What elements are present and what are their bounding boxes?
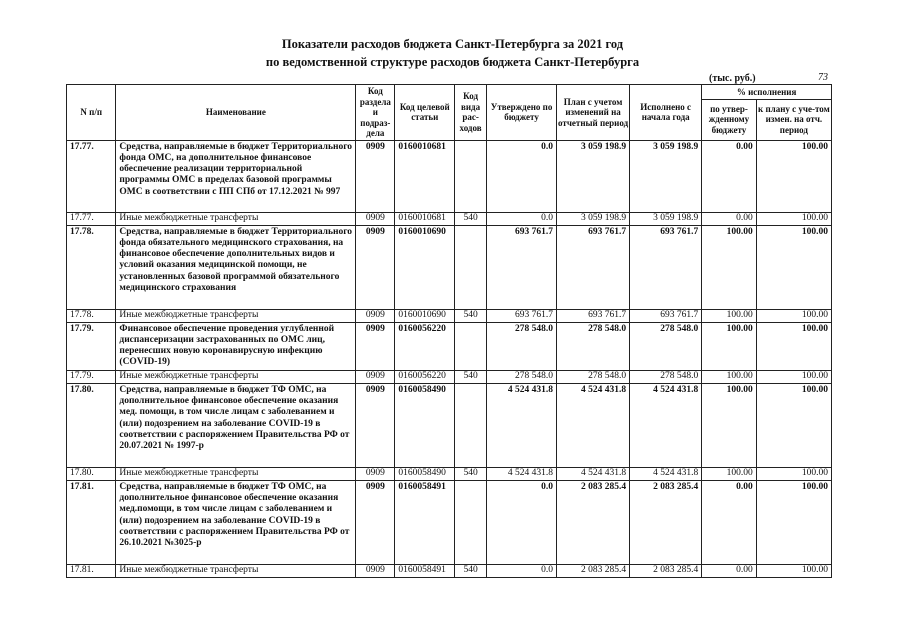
row-section: 0909: [356, 467, 395, 480]
row-pct-approved: 0.00: [702, 480, 757, 564]
row-plan: 4 524 431.8: [557, 383, 630, 467]
table-row: [67, 212, 832, 225]
row-plan: 693 761.7: [557, 225, 630, 309]
row-executed: 2 083 285.4: [630, 480, 702, 564]
row-pct-plan: 100.00: [756, 370, 831, 383]
row-target: 0160058490: [395, 467, 455, 480]
table-header: [67, 85, 832, 141]
col-type-header: Код вида рас-ходов: [455, 85, 487, 141]
row-target: 0160010681: [395, 212, 455, 225]
row-executed: 4 524 431.8: [630, 467, 702, 480]
col-section-header: Код раздела и подраз-дела: [356, 85, 395, 141]
row-pct-approved: 100.00: [702, 309, 757, 322]
row-num: 17.80.: [67, 383, 116, 467]
row-approved: 693 761.7: [487, 225, 557, 309]
row-num: 17.80.: [67, 467, 116, 480]
row-name: Иные межбюджетные трансферты: [116, 467, 356, 480]
row-pct-plan: 100.00: [756, 322, 831, 370]
row-executed: 3 059 198.9: [630, 140, 702, 212]
col-target-header: Код целевой статьи: [395, 85, 455, 141]
row-executed: 2 083 285.4: [630, 564, 702, 577]
table-row: [67, 480, 832, 564]
expenditure-table: [66, 84, 832, 578]
row-pct-plan: 100.00: [756, 480, 831, 564]
report-subtitle: по ведомственной структуре расходов бюджета Санкт-Петербурга: [265, 55, 640, 69]
row-section: 0909: [356, 140, 395, 212]
col-pct-approved-header: по утвер-жденному бюджету: [702, 99, 757, 140]
row-type: [455, 225, 487, 309]
table-row: [67, 225, 832, 309]
row-plan: 4 524 431.8: [557, 467, 630, 480]
row-num: 17.77.: [67, 212, 116, 225]
table-row: [67, 564, 832, 577]
row-num: 17.79.: [67, 322, 116, 370]
row-pct-plan: 100.00: [756, 309, 831, 322]
row-approved: 0.0: [487, 564, 557, 577]
row-num: 17.81.: [67, 480, 116, 564]
row-pct-approved: 100.00: [702, 225, 757, 309]
row-name: Средства, направляемые в бюджет Территориального фонда обязательного медицинского страхования, на финансовое обеспечение дополнительных видов и условий оказания медицинской помощи, не установленных базовой программой обязательного медицинского страхования: [116, 225, 356, 309]
table-row: [67, 467, 832, 480]
row-executed: 278 548.0: [630, 370, 702, 383]
row-pct-approved: 100.00: [702, 370, 757, 383]
row-target: 0160058491: [395, 564, 455, 577]
row-plan: 693 761.7: [557, 309, 630, 322]
row-executed: 4 524 431.8: [630, 383, 702, 467]
row-num: 17.78.: [67, 309, 116, 322]
row-target: 0160056220: [395, 370, 455, 383]
row-plan: 278 548.0: [557, 370, 630, 383]
row-pct-approved: 100.00: [702, 322, 757, 370]
row-approved: 278 548.0: [487, 322, 557, 370]
row-executed: 278 548.0: [630, 322, 702, 370]
row-num: 17.81.: [67, 564, 116, 577]
col-pct-group-header: % исполнения: [702, 85, 832, 100]
row-name: Иные межбюджетные трансферты: [116, 564, 356, 577]
row-section: 0909: [356, 370, 395, 383]
row-type: [455, 322, 487, 370]
row-name: Иные межбюджетные трансферты: [116, 309, 356, 322]
row-pct-approved: 0.00: [702, 140, 757, 212]
row-pct-approved: 100.00: [702, 383, 757, 467]
row-name: Иные межбюджетные трансферты: [116, 212, 356, 225]
row-target: 0160010690: [395, 309, 455, 322]
row-pct-plan: 100.00: [756, 140, 831, 212]
row-type: 540: [455, 467, 487, 480]
row-name: Средства, направляемые в бюджет Территориального фонда ОМС, на дополнительное финансовое обеспечение реализации территориальной программы ОМС в пределах базовой программы ОМС в соответствии с ПП СПб от 17.12.2021 № 997: [116, 140, 356, 212]
row-section: 0909: [356, 309, 395, 322]
table-body: [67, 140, 832, 577]
row-pct-approved: 0.00: [702, 564, 757, 577]
row-name: Средства, направляемые в бюджет ТФ ОМС, на дополнительное финансовое обеспечение оказания мед. помощи, в том числе лицам с заболеванием и (или) подозрением на заболевание COVID-19 в соответствии с распоряжением Правительства РФ от 20.07.2021 № 1997-р: [116, 383, 356, 467]
row-plan: 2 083 285.4: [557, 564, 630, 577]
row-executed: 3 059 198.9: [630, 212, 702, 225]
table-row: [67, 140, 832, 212]
row-type: 540: [455, 564, 487, 577]
table-row: [67, 383, 832, 467]
col-pct-plan-header: к плану с уче-том измен. на отч. период: [756, 99, 831, 140]
row-type: 540: [455, 212, 487, 225]
row-target: 0160058490: [395, 383, 455, 467]
row-section: 0909: [356, 322, 395, 370]
row-pct-plan: 100.00: [756, 225, 831, 309]
row-type: [455, 383, 487, 467]
row-pct-plan: 100.00: [756, 212, 831, 225]
row-type: [455, 140, 487, 212]
page-number: 73: [818, 72, 828, 83]
row-type: 540: [455, 309, 487, 322]
row-plan: 278 548.0: [557, 322, 630, 370]
units-label: (тыс. руб.): [709, 73, 756, 84]
row-approved: 693 761.7: [487, 309, 557, 322]
row-target: 0160010690: [395, 225, 455, 309]
row-name: Средства, направляемые в бюджет ТФ ОМС, на дополнительное финансовое обеспечение оказания мед.помощи, в том числе лицам с заболеванием и (или) подозрением на заболевание COVID-19 в соответствии с распоряжением Правительства РФ от 26.10.2021 №3025-р: [116, 480, 356, 564]
col-approved-header: Утверждено по бюджету: [487, 85, 557, 141]
table-row: [67, 370, 832, 383]
row-approved: 0.0: [487, 140, 557, 212]
row-num: 17.78.: [67, 225, 116, 309]
row-type: [455, 480, 487, 564]
row-plan: 2 083 285.4: [557, 480, 630, 564]
col-num-header: N п/п: [67, 85, 116, 141]
row-pct-approved: 100.00: [702, 467, 757, 480]
row-pct-plan: 100.00: [756, 383, 831, 467]
row-approved: 4 524 431.8: [487, 467, 557, 480]
table-row: [67, 309, 832, 322]
row-executed: 693 761.7: [630, 309, 702, 322]
row-section: 0909: [356, 480, 395, 564]
row-target: 0160056220: [395, 322, 455, 370]
row-section: 0909: [356, 225, 395, 309]
row-section: 0909: [356, 564, 395, 577]
report-title: Показатели расходов бюджета Санкт-Петербурга за 2021 год: [281, 37, 624, 51]
row-name: Иные межбюджетные трансферты: [116, 370, 356, 383]
col-executed-header: Исполнено с начала года: [630, 85, 702, 141]
row-approved: 4 524 431.8: [487, 383, 557, 467]
row-approved: 0.0: [487, 212, 557, 225]
row-pct-approved: 0.00: [702, 212, 757, 225]
row-plan: 3 059 198.9: [557, 140, 630, 212]
row-plan: 3 059 198.9: [557, 212, 630, 225]
row-target: 0160010681: [395, 140, 455, 212]
row-type: 540: [455, 370, 487, 383]
row-approved: 278 548.0: [487, 370, 557, 383]
table-row: [67, 322, 832, 370]
row-name: Финансовое обеспечение проведения углубленной диспансеризации застрахованных по ОМС лиц, перенесших новую коронавирусную инфекцию (COVID-19): [116, 322, 356, 370]
row-executed: 693 761.7: [630, 225, 702, 309]
row-section: 0909: [356, 212, 395, 225]
row-target: 0160058491: [395, 480, 455, 564]
row-pct-plan: 100.00: [756, 467, 831, 480]
row-approved: 0.0: [487, 480, 557, 564]
col-name-header: Наименование: [116, 85, 356, 141]
row-num: 17.77.: [67, 140, 116, 212]
row-pct-plan: 100.00: [756, 564, 831, 577]
row-num: 17.79.: [67, 370, 116, 383]
col-plan-header: План с учетом изменений на отчетный период: [557, 85, 630, 141]
row-section: 0909: [356, 383, 395, 467]
